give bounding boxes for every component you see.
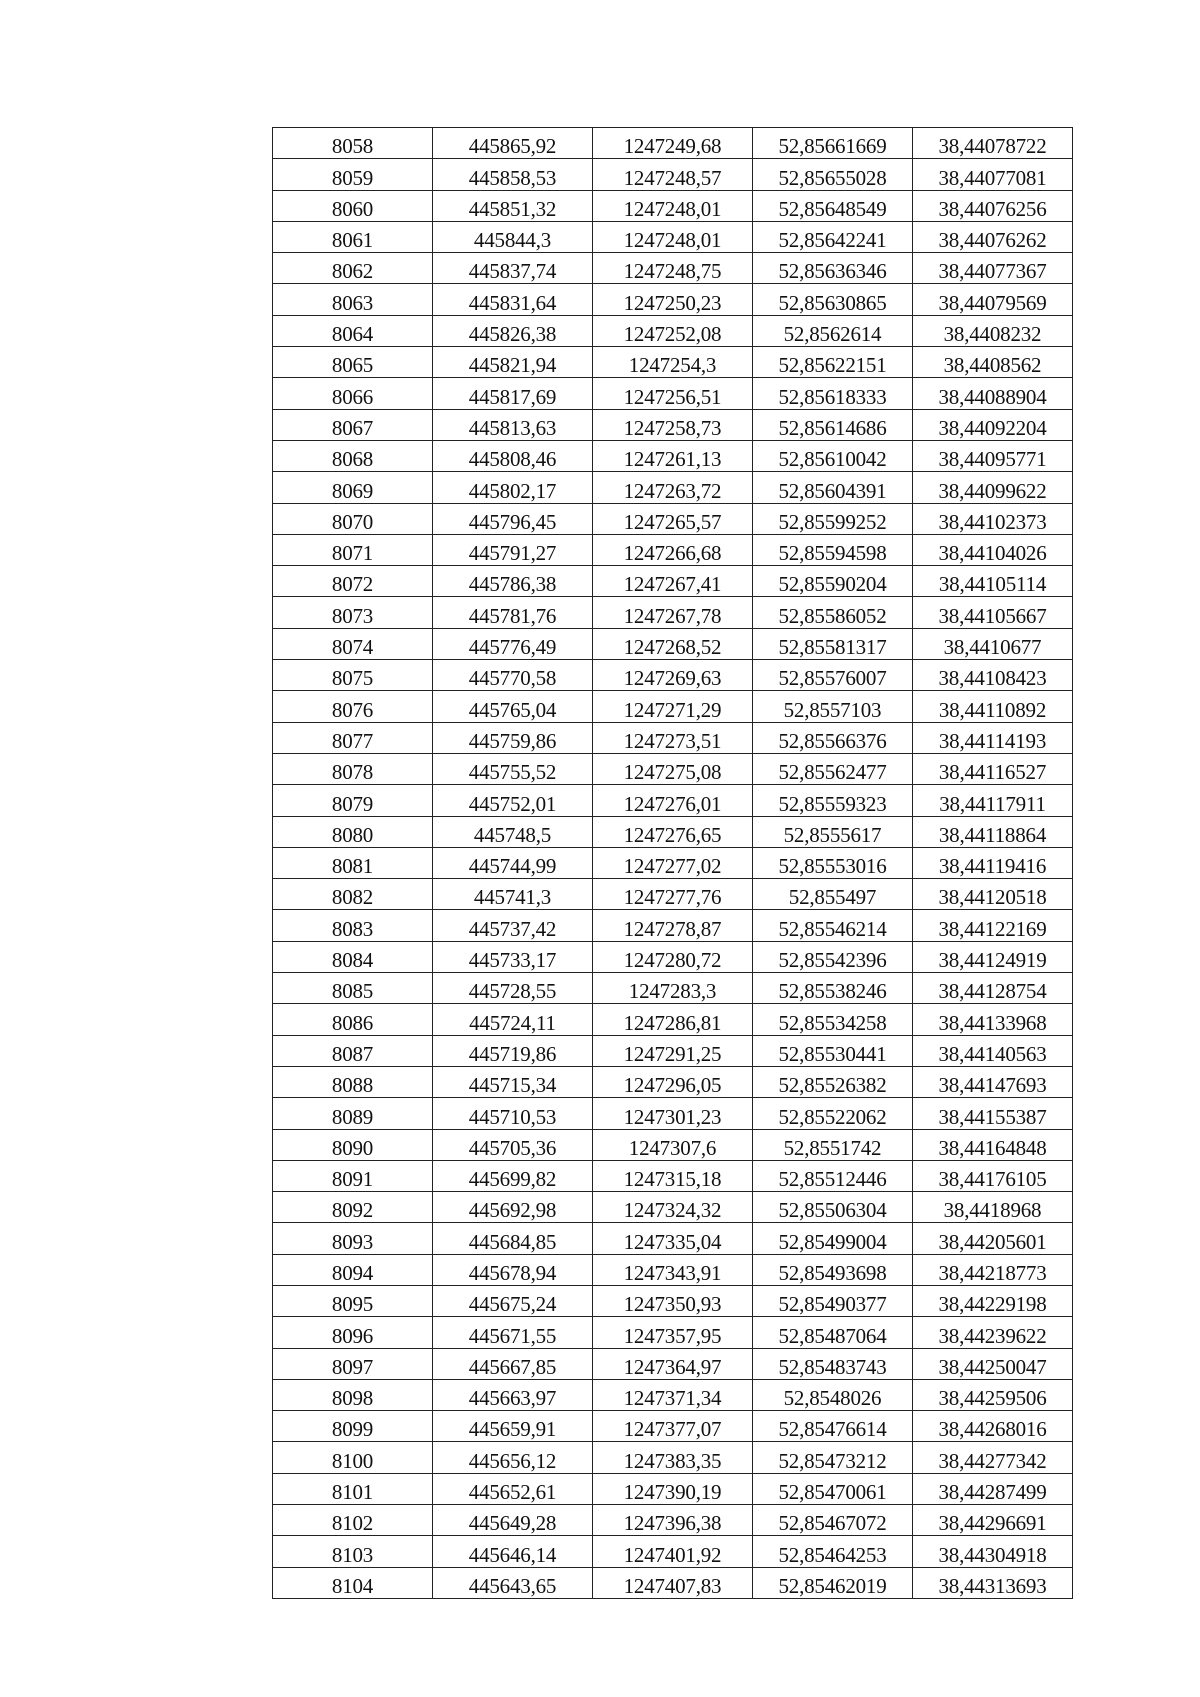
y-coordinate-cell: 1247335,04	[593, 1223, 753, 1254]
longitude-cell: 38,44155387	[913, 1098, 1073, 1129]
longitude-cell: 38,44092204	[913, 409, 1073, 440]
x-coordinate-cell: 445759,86	[433, 722, 593, 753]
table-row	[273, 284, 1073, 315]
point-number-cell: 8063	[273, 284, 433, 315]
x-coordinate-cell: 445710,53	[433, 1098, 593, 1129]
point-number-cell: 8096	[273, 1317, 433, 1348]
table-row	[273, 973, 1073, 1004]
x-coordinate-cell: 445684,85	[433, 1223, 593, 1254]
table-row	[273, 941, 1073, 972]
latitude-cell: 52,85642241	[753, 221, 913, 252]
point-number-cell: 8077	[273, 722, 433, 753]
y-coordinate-cell: 1247254,3	[593, 347, 753, 378]
point-number-cell: 8064	[273, 315, 433, 346]
x-coordinate-cell: 445808,46	[433, 440, 593, 471]
longitude-cell: 38,44250047	[913, 1348, 1073, 1379]
point-number-cell: 8092	[273, 1192, 433, 1223]
point-number-cell: 8079	[273, 785, 433, 816]
table-row	[273, 785, 1073, 816]
table-row	[273, 660, 1073, 691]
longitude-cell: 38,44117911	[913, 785, 1073, 816]
x-coordinate-cell: 445659,91	[433, 1411, 593, 1442]
point-number-cell: 8065	[273, 347, 433, 378]
table-row	[273, 1129, 1073, 1160]
table-row	[273, 221, 1073, 252]
longitude-cell: 38,44077367	[913, 253, 1073, 284]
y-coordinate-cell: 1247256,51	[593, 378, 753, 409]
latitude-cell: 52,85661669	[753, 128, 913, 159]
table-row	[273, 378, 1073, 409]
x-coordinate-cell: 445724,11	[433, 1004, 593, 1035]
point-number-cell: 8081	[273, 847, 433, 878]
table-row	[273, 1192, 1073, 1223]
point-number-cell: 8101	[273, 1473, 433, 1504]
latitude-cell: 52,85530441	[753, 1035, 913, 1066]
latitude-cell: 52,85467072	[753, 1505, 913, 1536]
table-row	[273, 910, 1073, 941]
longitude-cell: 38,44205601	[913, 1223, 1073, 1254]
x-coordinate-cell: 445663,97	[433, 1379, 593, 1410]
longitude-cell: 38,44108423	[913, 660, 1073, 691]
longitude-cell: 38,44088904	[913, 378, 1073, 409]
point-number-cell: 8076	[273, 691, 433, 722]
point-number-cell: 8078	[273, 753, 433, 784]
latitude-cell: 52,85562477	[753, 753, 913, 784]
y-coordinate-cell: 1247271,29	[593, 691, 753, 722]
table-row	[273, 253, 1073, 284]
latitude-cell: 52,85581317	[753, 628, 913, 659]
y-coordinate-cell: 1247267,41	[593, 566, 753, 597]
x-coordinate-cell: 445817,69	[433, 378, 593, 409]
point-number-cell: 8100	[273, 1442, 433, 1473]
point-number-cell: 8059	[273, 159, 433, 190]
y-coordinate-cell: 1247383,35	[593, 1442, 753, 1473]
y-coordinate-cell: 1247315,18	[593, 1160, 753, 1191]
table-row	[273, 566, 1073, 597]
x-coordinate-cell: 445858,53	[433, 159, 593, 190]
latitude-cell: 52,85506304	[753, 1192, 913, 1223]
point-number-cell: 8091	[273, 1160, 433, 1191]
y-coordinate-cell: 1247269,63	[593, 660, 753, 691]
latitude-cell: 52,85590204	[753, 566, 913, 597]
x-coordinate-cell: 445844,3	[433, 221, 593, 252]
longitude-cell: 38,44119416	[913, 847, 1073, 878]
y-coordinate-cell: 1247390,19	[593, 1473, 753, 1504]
y-coordinate-cell: 1247248,57	[593, 159, 753, 190]
latitude-cell: 52,85483743	[753, 1348, 913, 1379]
y-coordinate-cell: 1247324,32	[593, 1192, 753, 1223]
y-coordinate-cell: 1247258,73	[593, 409, 753, 440]
longitude-cell: 38,44076262	[913, 221, 1073, 252]
longitude-cell: 38,4408562	[913, 347, 1073, 378]
longitude-cell: 38,44128754	[913, 973, 1073, 1004]
longitude-cell: 38,44164848	[913, 1129, 1073, 1160]
point-number-cell: 8094	[273, 1254, 433, 1285]
x-coordinate-cell: 445728,55	[433, 973, 593, 1004]
latitude-cell: 52,8551742	[753, 1129, 913, 1160]
x-coordinate-cell: 445737,42	[433, 910, 593, 941]
longitude-cell: 38,44287499	[913, 1473, 1073, 1504]
coordinates-table-body	[273, 128, 1073, 1599]
point-number-cell: 8058	[273, 128, 433, 159]
x-coordinate-cell: 445802,17	[433, 472, 593, 503]
table-row	[273, 1066, 1073, 1097]
y-coordinate-cell: 1247265,57	[593, 503, 753, 534]
point-number-cell: 8061	[273, 221, 433, 252]
longitude-cell: 38,44104026	[913, 534, 1073, 565]
longitude-cell: 38,44268016	[913, 1411, 1073, 1442]
table-row	[273, 534, 1073, 565]
x-coordinate-cell: 445667,85	[433, 1348, 593, 1379]
x-coordinate-cell: 445692,98	[433, 1192, 593, 1223]
x-coordinate-cell: 445781,76	[433, 597, 593, 628]
y-coordinate-cell: 1247273,51	[593, 722, 753, 753]
y-coordinate-cell: 1247277,76	[593, 879, 753, 910]
latitude-cell: 52,85462019	[753, 1567, 913, 1598]
table-row	[273, 409, 1073, 440]
y-coordinate-cell: 1247268,52	[593, 628, 753, 659]
latitude-cell: 52,85522062	[753, 1098, 913, 1129]
x-coordinate-cell: 445796,45	[433, 503, 593, 534]
latitude-cell: 52,85542396	[753, 941, 913, 972]
table-row	[273, 1536, 1073, 1567]
table-row	[273, 347, 1073, 378]
y-coordinate-cell: 1247307,6	[593, 1129, 753, 1160]
y-coordinate-cell: 1247252,08	[593, 315, 753, 346]
longitude-cell: 38,44077081	[913, 159, 1073, 190]
x-coordinate-cell: 445733,17	[433, 941, 593, 972]
y-coordinate-cell: 1247357,95	[593, 1317, 753, 1348]
longitude-cell: 38,44099622	[913, 472, 1073, 503]
point-number-cell: 8102	[273, 1505, 433, 1536]
longitude-cell: 38,44259506	[913, 1379, 1073, 1410]
latitude-cell: 52,85636346	[753, 253, 913, 284]
latitude-cell: 52,8557103	[753, 691, 913, 722]
latitude-cell: 52,85534258	[753, 1004, 913, 1035]
y-coordinate-cell: 1247396,38	[593, 1505, 753, 1536]
point-number-cell: 8089	[273, 1098, 433, 1129]
table-row	[273, 1379, 1073, 1410]
x-coordinate-cell: 445699,82	[433, 1160, 593, 1191]
y-coordinate-cell: 1247276,01	[593, 785, 753, 816]
table-row	[273, 1160, 1073, 1191]
x-coordinate-cell: 445865,92	[433, 128, 593, 159]
table-row	[273, 128, 1073, 159]
point-number-cell: 8073	[273, 597, 433, 628]
latitude-cell: 52,85473212	[753, 1442, 913, 1473]
point-number-cell: 8074	[273, 628, 433, 659]
point-number-cell: 8070	[273, 503, 433, 534]
latitude-cell: 52,85614686	[753, 409, 913, 440]
x-coordinate-cell: 445671,55	[433, 1317, 593, 1348]
latitude-cell: 52,85470061	[753, 1473, 913, 1504]
y-coordinate-cell: 1247263,72	[593, 472, 753, 503]
table-row	[273, 315, 1073, 346]
point-number-cell: 8104	[273, 1567, 433, 1598]
x-coordinate-cell: 445675,24	[433, 1285, 593, 1316]
longitude-cell: 38,4408232	[913, 315, 1073, 346]
latitude-cell: 52,85487064	[753, 1317, 913, 1348]
longitude-cell: 38,44313693	[913, 1567, 1073, 1598]
x-coordinate-cell: 445786,38	[433, 566, 593, 597]
longitude-cell: 38,44105667	[913, 597, 1073, 628]
table-row	[273, 440, 1073, 471]
longitude-cell: 38,44140563	[913, 1035, 1073, 1066]
table-row	[273, 597, 1073, 628]
y-coordinate-cell: 1247301,23	[593, 1098, 753, 1129]
x-coordinate-cell: 445755,52	[433, 753, 593, 784]
point-number-cell: 8097	[273, 1348, 433, 1379]
longitude-cell: 38,44122169	[913, 910, 1073, 941]
x-coordinate-cell: 445837,74	[433, 253, 593, 284]
x-coordinate-cell: 445646,14	[433, 1536, 593, 1567]
latitude-cell: 52,85604391	[753, 472, 913, 503]
y-coordinate-cell: 1247286,81	[593, 1004, 753, 1035]
table-row	[273, 190, 1073, 221]
longitude-cell: 38,44124919	[913, 941, 1073, 972]
y-coordinate-cell: 1247401,92	[593, 1536, 753, 1567]
latitude-cell: 52,85622151	[753, 347, 913, 378]
table-row	[273, 1567, 1073, 1598]
latitude-cell: 52,85493698	[753, 1254, 913, 1285]
latitude-cell: 52,85655028	[753, 159, 913, 190]
x-coordinate-cell: 445765,04	[433, 691, 593, 722]
table-row	[273, 1285, 1073, 1316]
longitude-cell: 38,44079569	[913, 284, 1073, 315]
longitude-cell: 38,44118864	[913, 816, 1073, 847]
point-number-cell: 8083	[273, 910, 433, 941]
longitude-cell: 38,44078722	[913, 128, 1073, 159]
y-coordinate-cell: 1247248,01	[593, 221, 753, 252]
y-coordinate-cell: 1247249,68	[593, 128, 753, 159]
table-row	[273, 1004, 1073, 1035]
latitude-cell: 52,85610042	[753, 440, 913, 471]
point-number-cell: 8072	[273, 566, 433, 597]
x-coordinate-cell: 445791,27	[433, 534, 593, 565]
x-coordinate-cell: 445851,32	[433, 190, 593, 221]
table-row	[273, 1411, 1073, 1442]
x-coordinate-cell: 445748,5	[433, 816, 593, 847]
point-number-cell: 8069	[273, 472, 433, 503]
coordinates-table	[272, 127, 1073, 1599]
latitude-cell: 52,85559323	[753, 785, 913, 816]
table-row	[273, 1223, 1073, 1254]
longitude-cell: 38,44076256	[913, 190, 1073, 221]
table-row	[273, 753, 1073, 784]
latitude-cell: 52,85476614	[753, 1411, 913, 1442]
table-row	[273, 1317, 1073, 1348]
longitude-cell: 38,44147693	[913, 1066, 1073, 1097]
y-coordinate-cell: 1247248,01	[593, 190, 753, 221]
y-coordinate-cell: 1247407,83	[593, 1567, 753, 1598]
table-row	[273, 1035, 1073, 1066]
x-coordinate-cell: 445656,12	[433, 1442, 593, 1473]
point-number-cell: 8085	[273, 973, 433, 1004]
table-row	[273, 691, 1073, 722]
x-coordinate-cell: 445752,01	[433, 785, 593, 816]
x-coordinate-cell: 445776,49	[433, 628, 593, 659]
y-coordinate-cell: 1247364,97	[593, 1348, 753, 1379]
longitude-cell: 38,44102373	[913, 503, 1073, 534]
y-coordinate-cell: 1247277,02	[593, 847, 753, 878]
latitude-cell: 52,85538246	[753, 973, 913, 1004]
latitude-cell: 52,8548026	[753, 1379, 913, 1410]
point-number-cell: 8080	[273, 816, 433, 847]
y-coordinate-cell: 1247371,34	[593, 1379, 753, 1410]
point-number-cell: 8090	[273, 1129, 433, 1160]
y-coordinate-cell: 1247267,78	[593, 597, 753, 628]
latitude-cell: 52,85586052	[753, 597, 913, 628]
x-coordinate-cell: 445826,38	[433, 315, 593, 346]
longitude-cell: 38,44176105	[913, 1160, 1073, 1191]
x-coordinate-cell: 445678,94	[433, 1254, 593, 1285]
y-coordinate-cell: 1247280,72	[593, 941, 753, 972]
x-coordinate-cell: 445821,94	[433, 347, 593, 378]
table-row	[273, 879, 1073, 910]
longitude-cell: 38,44105114	[913, 566, 1073, 597]
longitude-cell: 38,44114193	[913, 722, 1073, 753]
y-coordinate-cell: 1247291,25	[593, 1035, 753, 1066]
latitude-cell: 52,85566376	[753, 722, 913, 753]
point-number-cell: 8093	[273, 1223, 433, 1254]
latitude-cell: 52,85599252	[753, 503, 913, 534]
table-row	[273, 1442, 1073, 1473]
point-number-cell: 8060	[273, 190, 433, 221]
point-number-cell: 8066	[273, 378, 433, 409]
point-number-cell: 8084	[273, 941, 433, 972]
x-coordinate-cell: 445770,58	[433, 660, 593, 691]
longitude-cell: 38,44304918	[913, 1536, 1073, 1567]
y-coordinate-cell: 1247266,68	[593, 534, 753, 565]
x-coordinate-cell: 445831,64	[433, 284, 593, 315]
x-coordinate-cell: 445744,99	[433, 847, 593, 878]
latitude-cell: 52,85546214	[753, 910, 913, 941]
point-number-cell: 8086	[273, 1004, 433, 1035]
point-number-cell: 8099	[273, 1411, 433, 1442]
table-row	[273, 1254, 1073, 1285]
table-row	[273, 503, 1073, 534]
point-number-cell: 8087	[273, 1035, 433, 1066]
latitude-cell: 52,8562614	[753, 315, 913, 346]
table-row	[273, 847, 1073, 878]
latitude-cell: 52,8555617	[753, 816, 913, 847]
point-number-cell: 8098	[273, 1379, 433, 1410]
longitude-cell: 38,44120518	[913, 879, 1073, 910]
longitude-cell: 38,44116527	[913, 753, 1073, 784]
x-coordinate-cell: 445649,28	[433, 1505, 593, 1536]
y-coordinate-cell: 1247248,75	[593, 253, 753, 284]
longitude-cell: 38,44277342	[913, 1442, 1073, 1473]
x-coordinate-cell: 445643,65	[433, 1567, 593, 1598]
point-number-cell: 8082	[273, 879, 433, 910]
longitude-cell: 38,44218773	[913, 1254, 1073, 1285]
longitude-cell: 38,44296691	[913, 1505, 1073, 1536]
x-coordinate-cell: 445741,3	[433, 879, 593, 910]
point-number-cell: 8095	[273, 1285, 433, 1316]
x-coordinate-cell: 445652,61	[433, 1473, 593, 1504]
table-row	[273, 1348, 1073, 1379]
y-coordinate-cell: 1247283,3	[593, 973, 753, 1004]
latitude-cell: 52,85648549	[753, 190, 913, 221]
y-coordinate-cell: 1247278,87	[593, 910, 753, 941]
y-coordinate-cell: 1247377,07	[593, 1411, 753, 1442]
point-number-cell: 8088	[273, 1066, 433, 1097]
table-row	[273, 472, 1073, 503]
longitude-cell: 38,44095771	[913, 440, 1073, 471]
longitude-cell: 38,4410677	[913, 628, 1073, 659]
latitude-cell: 52,85490377	[753, 1285, 913, 1316]
latitude-cell: 52,85618333	[753, 378, 913, 409]
point-number-cell: 8103	[273, 1536, 433, 1567]
table-row	[273, 1505, 1073, 1536]
latitude-cell: 52,85464253	[753, 1536, 913, 1567]
longitude-cell: 38,44133968	[913, 1004, 1073, 1035]
x-coordinate-cell: 445715,34	[433, 1066, 593, 1097]
longitude-cell: 38,44110892	[913, 691, 1073, 722]
point-number-cell: 8067	[273, 409, 433, 440]
x-coordinate-cell: 445705,36	[433, 1129, 593, 1160]
point-number-cell: 8075	[273, 660, 433, 691]
point-number-cell: 8062	[273, 253, 433, 284]
latitude-cell: 52,855497	[753, 879, 913, 910]
y-coordinate-cell: 1247261,13	[593, 440, 753, 471]
y-coordinate-cell: 1247276,65	[593, 816, 753, 847]
x-coordinate-cell: 445813,63	[433, 409, 593, 440]
latitude-cell: 52,85512446	[753, 1160, 913, 1191]
point-number-cell: 8068	[273, 440, 433, 471]
latitude-cell: 52,85630865	[753, 284, 913, 315]
point-number-cell: 8071	[273, 534, 433, 565]
table-row	[273, 628, 1073, 659]
longitude-cell: 38,44239622	[913, 1317, 1073, 1348]
y-coordinate-cell: 1247343,91	[593, 1254, 753, 1285]
latitude-cell: 52,85526382	[753, 1066, 913, 1097]
table-row	[273, 1473, 1073, 1504]
y-coordinate-cell: 1247250,23	[593, 284, 753, 315]
table-row	[273, 722, 1073, 753]
y-coordinate-cell: 1247350,93	[593, 1285, 753, 1316]
y-coordinate-cell: 1247296,05	[593, 1066, 753, 1097]
latitude-cell: 52,85594598	[753, 534, 913, 565]
latitude-cell: 52,85553016	[753, 847, 913, 878]
latitude-cell: 52,85499004	[753, 1223, 913, 1254]
table-row	[273, 1098, 1073, 1129]
latitude-cell: 52,85576007	[753, 660, 913, 691]
longitude-cell: 38,4418968	[913, 1192, 1073, 1223]
x-coordinate-cell: 445719,86	[433, 1035, 593, 1066]
table-row	[273, 159, 1073, 190]
longitude-cell: 38,44229198	[913, 1285, 1073, 1316]
table-row	[273, 816, 1073, 847]
y-coordinate-cell: 1247275,08	[593, 753, 753, 784]
